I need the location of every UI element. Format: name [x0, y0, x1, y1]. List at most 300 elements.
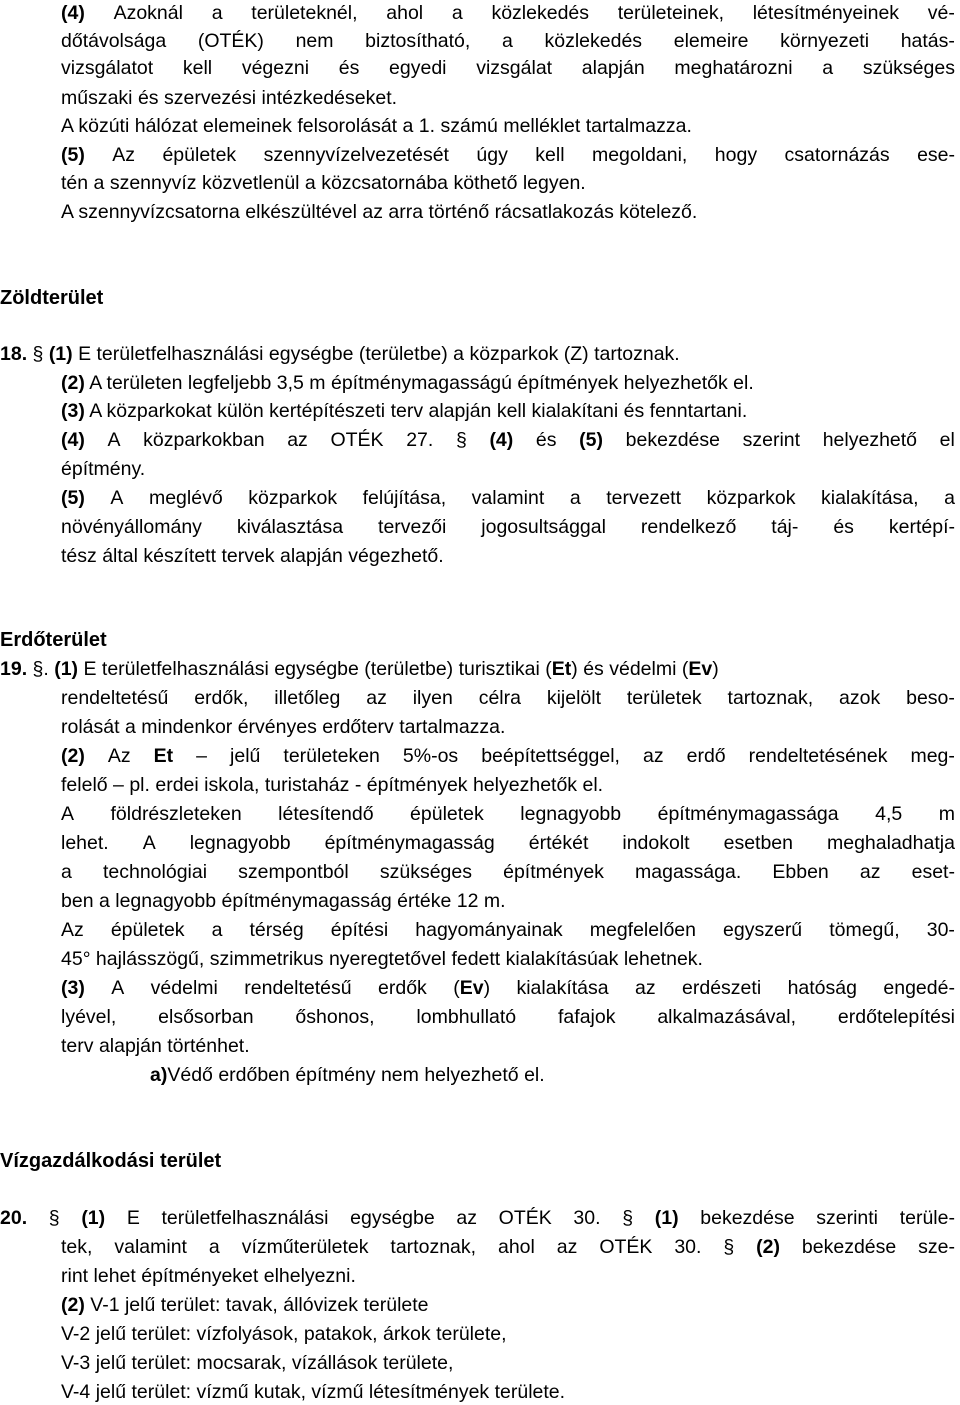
word: szennyvízelvezetését [263, 144, 449, 166]
word: tartalmazza. [399, 716, 506, 738]
word: el [939, 429, 955, 451]
word: terv [61, 1035, 94, 1057]
word: ahol [386, 2, 424, 24]
word: V-3 [61, 1352, 91, 1374]
word: 30. [573, 1207, 601, 1229]
word: az [635, 977, 656, 999]
word: a [304, 172, 316, 194]
word: (3) [61, 977, 85, 999]
word: E [78, 343, 92, 365]
text-line [61, 28, 955, 54]
word: terv [390, 400, 424, 422]
word: épületek [410, 803, 484, 825]
word: jelű [124, 1294, 156, 1316]
word: területen [106, 372, 183, 394]
word: – [196, 745, 208, 767]
word: erdők, [194, 687, 249, 709]
word: építmények [503, 861, 604, 883]
word: tervezett [606, 487, 682, 509]
word: A [61, 115, 73, 137]
word: közlekedés [544, 30, 643, 52]
word: valamint [114, 1236, 187, 1258]
word: V-1 [90, 1294, 120, 1316]
word: táj- [771, 516, 799, 538]
word: külön [217, 400, 264, 422]
text-line [61, 514, 955, 540]
word: 20. [0, 1207, 28, 1229]
word: az [859, 861, 881, 883]
word: felújítása, [362, 487, 447, 509]
word: elemeire [673, 30, 749, 52]
text-line [0, 656, 719, 682]
text-line [61, 427, 955, 453]
text-line [61, 0, 955, 26]
word: 19. [0, 658, 28, 680]
word: A [110, 487, 124, 509]
word: jelű [95, 1381, 127, 1403]
word: erdészeti [682, 977, 762, 999]
text-line [61, 1033, 250, 1059]
word: rendeltetésű [244, 977, 352, 999]
word: meghaladhatja [827, 832, 955, 854]
word: erdő [686, 745, 726, 767]
word: és [338, 57, 360, 79]
word: egyszerű [723, 919, 803, 941]
word: lehetnek. [623, 948, 703, 970]
word: rendeltetésének [748, 745, 888, 767]
word: az [287, 429, 308, 451]
text-line [61, 543, 444, 569]
text-line [61, 772, 603, 798]
word: kialakítása, [821, 487, 919, 509]
word: közcsatornába [321, 172, 449, 194]
word: védelmi [150, 977, 218, 999]
word: egységbe [274, 658, 359, 680]
word: építménymagasság [221, 890, 392, 912]
word: helyezhető [424, 1064, 519, 1086]
word: (4) [61, 2, 85, 24]
word: 5%-os [402, 745, 459, 767]
word: alapján [98, 1035, 162, 1057]
word: nyeregtetővel [328, 948, 447, 970]
word: vizsgálat [476, 57, 553, 79]
text-line [61, 888, 506, 914]
text-line [0, 1205, 955, 1231]
word: védelmi [609, 658, 677, 680]
word: V-2 [61, 1323, 91, 1345]
word: meg- [910, 745, 955, 767]
text-line [150, 1062, 545, 1088]
word: megoldani, [591, 144, 688, 166]
word: vizsgálatot [61, 57, 154, 79]
word: végezhető. [348, 545, 444, 567]
word: terület: [131, 1381, 192, 1403]
word: építmény [295, 1064, 376, 1086]
word: szimmetrikus [209, 948, 324, 970]
word: el. [733, 372, 754, 394]
word: A [89, 400, 102, 422]
word: hagyományainak [415, 919, 563, 941]
word: helyezhetők [472, 774, 578, 796]
word: (területbe) [364, 658, 454, 680]
word: kertépítészeti [269, 400, 386, 422]
word: Ebben [772, 861, 829, 883]
word: (5) [61, 487, 85, 509]
word: esetben [723, 832, 793, 854]
word: arra [388, 201, 424, 223]
word: a [208, 1236, 220, 1258]
word: tavak, [225, 1294, 278, 1316]
word: helyezhetők [623, 372, 728, 394]
word: történhet. [167, 1035, 250, 1057]
word: közúti [78, 115, 130, 137]
word: terület: [131, 1323, 192, 1345]
section-heading: Erdőterület [0, 629, 107, 651]
word: az [556, 1236, 578, 1258]
word: a [98, 890, 110, 912]
word: biztosítható, [365, 30, 471, 52]
text-line [61, 1379, 565, 1405]
word: tömegű, [829, 919, 900, 941]
word: egységbe [350, 1207, 435, 1229]
word: (4) [61, 429, 85, 451]
word: a [822, 57, 834, 79]
word: elhelyezni. [263, 1265, 356, 1287]
word: úgy [476, 144, 508, 166]
word: dőtávolsága [61, 30, 167, 52]
text-line [61, 398, 747, 424]
word: történő [428, 201, 490, 223]
word: kell [182, 57, 213, 79]
word: köthető [453, 172, 518, 194]
word: (2) [61, 1294, 85, 1316]
word: vé- [927, 2, 955, 24]
text-line [61, 1292, 429, 1318]
word: hálózat [134, 115, 198, 137]
word: alkalmazásával, [657, 1006, 797, 1028]
word: § [32, 343, 44, 365]
word: OTÉK [330, 429, 384, 451]
word: §. [32, 658, 49, 680]
word: szerinti [816, 1207, 879, 1229]
word: építmények [517, 372, 619, 394]
word: turistaház [264, 774, 350, 796]
text-line [61, 917, 955, 943]
word: tartalmazza. [585, 115, 692, 137]
word: (5) [579, 429, 604, 451]
word: jogosultsággal [481, 516, 606, 538]
word: (területbe) [358, 343, 448, 365]
word: legnagyobb [520, 803, 622, 825]
word: növényállomány [61, 516, 202, 538]
word: sze- [918, 1236, 955, 1258]
word: szerint [742, 429, 801, 451]
word: § [723, 1236, 735, 1258]
word: érvényes [237, 716, 317, 738]
text-line [61, 1321, 507, 1347]
word: tén [61, 172, 89, 194]
word: egységbe [268, 343, 354, 365]
word: erdőben [218, 1064, 290, 1086]
word: kell [535, 144, 565, 166]
word: hatóság [787, 977, 857, 999]
word: mocsarak, [196, 1352, 287, 1374]
word: el. [582, 774, 604, 796]
word: közparkokat [106, 400, 212, 422]
word: m. [483, 890, 506, 912]
word: A [142, 832, 156, 854]
word: E [126, 1207, 140, 1229]
word: OTÉK [498, 1207, 552, 1229]
word: kialakításúak [505, 948, 619, 970]
word: A [107, 429, 121, 451]
word: (3) [61, 400, 85, 422]
word: tervezői [378, 516, 447, 538]
word: által [102, 545, 138, 567]
word: legnagyobb [189, 832, 291, 854]
word: 27. [406, 429, 434, 451]
word: (Ev) [681, 658, 719, 680]
word: terület: [131, 1352, 192, 1374]
word: szükséges [862, 57, 955, 79]
word: a [944, 487, 955, 509]
text-line [61, 801, 955, 827]
word: bekezdése [801, 1236, 897, 1258]
word: az [456, 1207, 477, 1229]
word: fafajok [558, 1006, 616, 1028]
word: tész [61, 545, 97, 567]
text-line [61, 485, 955, 511]
text-line [61, 1234, 955, 1260]
word: melléklet [503, 115, 581, 137]
word: területfelhasználási [96, 343, 264, 365]
word: m [309, 372, 326, 394]
word: csatornázás [784, 144, 890, 166]
word: lyével, [61, 1006, 117, 1028]
word: (2) [756, 1236, 780, 1258]
word: és [833, 516, 854, 538]
word: Et [153, 745, 174, 767]
word: Az [112, 144, 136, 166]
word: értéke [397, 890, 452, 912]
word: tartoznak, [727, 687, 814, 709]
word: azok [839, 687, 881, 709]
word: létesítmények [368, 1381, 490, 1403]
text-line [61, 370, 754, 396]
word: helyezhető [822, 429, 918, 451]
word: őshonos, [295, 1006, 375, 1028]
word: vízmű [311, 1381, 364, 1403]
word: erdőtelepítési [837, 1006, 955, 1028]
word: vízfolyások, [196, 1323, 299, 1345]
word: hatás- [900, 30, 955, 52]
word: elkészültével [245, 201, 357, 223]
word: számú [440, 115, 498, 137]
word: mindenkor [141, 716, 233, 738]
word: területeknél, [251, 2, 358, 24]
text-line [61, 1004, 955, 1030]
word: területek [626, 687, 702, 709]
word: értékét [528, 832, 589, 854]
text-line [61, 975, 955, 1001]
word: tartoznak, [390, 1236, 477, 1258]
word: területe, [436, 1323, 507, 1345]
text-line [61, 1350, 453, 1376]
word: 30. [674, 1236, 702, 1258]
word: 1. [418, 115, 436, 137]
section-heading: Vízgazdálkodási terület [0, 1150, 222, 1172]
word: ahol [497, 1236, 535, 1258]
word: a [93, 172, 105, 194]
word: fenntartani. [649, 400, 748, 422]
word: létesítményeinek [752, 2, 900, 24]
word: magassága. [635, 861, 742, 883]
word: tervek [221, 545, 275, 567]
word: 45° [61, 948, 91, 970]
word: környezeti [780, 30, 870, 52]
word: az [643, 745, 664, 767]
word: bekezdése [700, 1207, 795, 1229]
word: végezni [241, 57, 310, 79]
word: 4,5 [875, 803, 903, 825]
word: (1) [654, 1207, 679, 1229]
word: (1) [54, 658, 79, 680]
word: kötelező. [619, 201, 698, 223]
word: a [211, 2, 223, 24]
word: 12 [456, 890, 479, 912]
word: közparkok [248, 487, 338, 509]
word: a [211, 919, 223, 941]
word: V-4 [61, 1381, 91, 1403]
word: földrészleteken [110, 803, 242, 825]
word: az [366, 687, 387, 709]
word: intézkedéseket. [261, 87, 398, 109]
word: Az [61, 919, 84, 941]
word: rácsatlakozás [494, 201, 614, 223]
word: területeken [283, 745, 380, 767]
word: elsősorban [158, 1006, 254, 1028]
word: felelő [61, 774, 108, 796]
word: erdei [155, 774, 199, 796]
word: területe [363, 1294, 429, 1316]
word: kutak, [253, 1381, 306, 1403]
word: vízmű [196, 1381, 249, 1403]
word: építménymagasságú [330, 372, 512, 394]
word: meghatározni [674, 57, 793, 79]
word: területe. [494, 1381, 566, 1403]
word: közparkok [706, 487, 796, 509]
word: A [61, 201, 73, 223]
word: (1) [81, 1207, 106, 1229]
word: a [402, 115, 414, 137]
text-line [61, 743, 955, 769]
word: jelű [230, 745, 261, 767]
word: célra [478, 687, 521, 709]
word: és [583, 658, 604, 680]
word: legfeljebb [187, 372, 272, 394]
word: a [124, 716, 136, 738]
word: (Et) [545, 658, 578, 680]
word: közlekedés [491, 2, 590, 24]
text-line [61, 142, 955, 168]
word: létesítendő [278, 803, 374, 825]
text-line [61, 859, 955, 885]
word: területfelhasználási [161, 1207, 329, 1229]
word: nem [380, 1064, 419, 1086]
word: OTÉK [599, 1236, 653, 1258]
word: – [113, 774, 124, 796]
word: és [535, 429, 557, 451]
text-line [61, 685, 955, 711]
word: szennyvíz [109, 172, 197, 194]
word: (4) [489, 429, 514, 451]
word: közparkokban [143, 429, 265, 451]
word: iskola, [204, 774, 260, 796]
word: és [137, 87, 159, 109]
word: tartoznak. [594, 343, 680, 365]
word: a [569, 487, 581, 509]
text-line [61, 55, 955, 81]
word: épületek [110, 919, 185, 941]
word: szervezési [163, 87, 257, 109]
word: beso- [906, 687, 955, 709]
word: nem [295, 30, 334, 52]
word: pl. [129, 774, 150, 796]
word: a)Védő [150, 1064, 213, 1086]
text-line [61, 170, 586, 196]
word: meglévő [148, 487, 223, 509]
text-line [61, 85, 397, 111]
word: területeinek, [617, 2, 724, 24]
word: § [455, 429, 467, 451]
word: megfelelően [589, 919, 696, 941]
word: térség [249, 919, 304, 941]
word: legnagyobb [115, 890, 217, 912]
word: Az [107, 745, 131, 767]
word: lombhullató [416, 1006, 517, 1028]
word: E [83, 658, 97, 680]
word: kialakítani [531, 400, 619, 422]
word: kijelölt [546, 687, 602, 709]
word: vízállások [291, 1352, 378, 1374]
text-line [61, 456, 145, 482]
word: (OTÉK) [197, 30, 264, 52]
word: felsorolását [297, 115, 398, 137]
word: építménymagassága [657, 803, 839, 825]
word: A [61, 803, 75, 825]
word: valamint [471, 487, 545, 509]
word: egyedi [389, 57, 447, 79]
word: építmények [366, 774, 468, 796]
word: építmény. [61, 458, 146, 480]
word: kialakítása [516, 977, 609, 999]
word: terület: [160, 1294, 221, 1316]
word: erdők [378, 977, 427, 999]
text-line [61, 830, 955, 856]
word: § [48, 1207, 60, 1229]
word: 18. [0, 343, 28, 365]
word: rolását [61, 716, 120, 738]
word: hajlásszögű, [95, 948, 205, 970]
word: engedé- [883, 977, 955, 999]
word: (5) [61, 144, 85, 166]
word: terüle- [899, 1207, 955, 1229]
word: építménymagasság [324, 832, 495, 854]
word: ese- [917, 144, 955, 166]
text-line [61, 113, 692, 139]
word: az [362, 201, 383, 223]
word: építményeket [141, 1265, 259, 1287]
